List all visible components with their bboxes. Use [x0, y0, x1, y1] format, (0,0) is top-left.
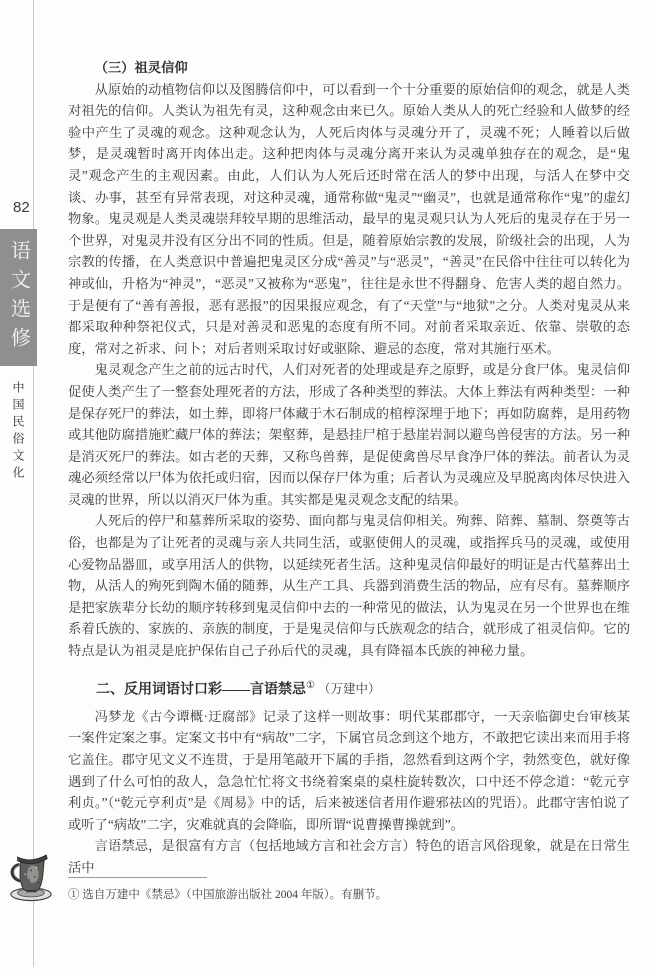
section-heading-language-taboo — [68, 675, 630, 701]
paragraph-feng-menglong-story: 冯梦龙《古今谭概·迂腐部》记录了这样一则故事：明代某郡郡守，一天亲临御史台审核某一案件定案之事。定案文书中有“病故”二字，下属官员念到这个地方，不敢把它读出来而用手将它盖住。郡守见文义不连贯，于是用笔敲开下属的手指，忽然看到这两个字，勃然变色，就好像遇到了什么可怕的敌人，急急忙忙将文书绕着案桌的桌柱旋转数次，口中还不停念道：“乾元亨利贞。”（“乾元亨利贞”是《周易》中的话，后来被迷信者用作避邪祛凶的咒语）。此郡守害怕说了或听了“病故”二字，灾难就真的会降临，即所谓“说曹操曹操就到”。 — [68, 708, 630, 832]
heading-main-text: 二、反用词语讨口彩——言语禁忌 — [96, 682, 306, 698]
footnote-text: ① 选自万建中《禁忌》（中国旅游出版社 2004 年版）。有删节。 — [68, 889, 388, 901]
pitcher-illustration — [7, 852, 53, 904]
book-title-vertical — [3, 381, 33, 483]
paragraph-tomb-customs: 人死后的停尸和墓葬所采取的姿势、面向都与鬼灵信仰相关。殉葬、陪葬、墓制、祭奠等古俗，也都是为了让死者的灵魂与亲人共同生活，或驱使佣人的灵魂，或指挥兵马的灵魂，或使用心爱物品器皿，或享用活人的供物，以延续死者生活。这种鬼灵信仰最好的明证是古代墓葬出土物，从活人的殉死到陶木俑的随葬，从生产工具、兵器到消费生活的物品，应有尽有。墓葬顺序是把家族辈分长幼的顺序转移到鬼灵信仰中去的一种常见的做法，认为鬼灵在另一个世界也在维系着氏族的、家族的、亲族的制度，于是鬼灵信仰与氏族观念的结合，就形成了祖灵信仰。它的特点是认为祖灵是庇护保佑自己子孙后代的灵魂，具有降福本氏族的神秘力量。 — [68, 513, 630, 659]
paragraph-dialect-taboo: 言语禁忌，是很富有方言（包括地域方言和社会方言）特色的语言风俗现象，就是在日常生活中 — [68, 838, 630, 876]
page-number: 82 — [13, 199, 30, 216]
footnote-ref-mark: ① — [306, 679, 315, 691]
section-heading-ancestor-spirit-belief: （三）祖灵信仰 — [94, 60, 188, 75]
series-title-vertical: 语文选修 — [7, 239, 30, 356]
paragraph-spirit-origin: 从原始的动植物信仰以及图腾信仰中，可以看到一个十分重要的原始信仰的观念，就是人类对祖先的信仰。人类认为祖先有灵，这种观念由来已久。原始人类从人的死亡经验和人做梦的经验中产生了灵魂的观念。这种观念认为，人死后肉体与灵魂分开了，灵魂不死；人睡着以后做梦，是灵魂暂时离开肉体出走。这种把肉体与灵魂分离开来认为灵魂单独存在的观念，是“鬼灵”观念产生的主观因素。由此，人们认为人死后还时常在活人的梦中出现，与活人在梦中交谈、办事，甚至有异常表现，对这种灵魂，通常称做“鬼灵”“幽灵”，也就是通常称作“鬼”的虚幻物象。鬼灵观是人类灵魂崇拜较早期的思维活动，最早的鬼灵观只认为人死后的鬼灵存在于另一个世界，对鬼灵并没有区分出不同的性质。但是，随着原始宗教的发展，阶级社会的出现，人为宗教的传播，在人类意识中普遍把鬼灵区分成“善灵”与“恶灵”，“善灵”在民俗中往往可以转化为神或仙，升格为“神灵”，“恶灵”又被称为“恶鬼”，往往是永世不得翻身、危害人类的超自然力。于是便有了“善有善报，恶有恶报”的因果报应观念，有了“天堂”与“地狱”之分。人类对鬼灵从来都采取种种祭祀仪式，只是对善灵和恶鬼的态度有所不同。对前者采取亲近、依靠、崇敬的态度，常对之祈求、问卜；对后者则采取讨好或驱除、避忌的态度，常对其施行巫术。 — [68, 81, 630, 356]
margin-divider-line — [33, 0, 34, 967]
paragraph-burial-methods: 鬼灵观念产生之前的远古时代，人们对死者的处理或是弃之原野，或是分食尸体。鬼灵信仰促使人类产生了一整套处理死者的方法，形成了各种类型的葬法。大体上葬法有两种类型：一种是保存死尸的葬法，如土葬，即将尸体藏于木石制成的棺椁深埋于地下；再如防腐葬，是用药物或其他防腐措施贮藏尸体的葬法；架壑葬，是悬挂尸棺于悬崖岩洞以避鸟兽侵害的方法。另一种是消灭死尸的葬法。如古老的天葬，又称鸟兽葬，是促使禽兽尽早食净尸体的葬法。前者认为灵魂必须经常以尸体为依托或归宿，因而以保存尸体为重；后者认为灵魂应及早脱离肉体尽快进入灵魂的世界，所以以消灭尸体为重。其实都是鬼灵观念支配的结果。 — [68, 362, 630, 507]
footnote-divider — [68, 877, 207, 878]
series-banner — [0, 229, 37, 366]
main-text-column — [68, 57, 630, 879]
heading-author: （万建中） — [317, 682, 381, 697]
book-title-text: 中国民俗文化 — [11, 381, 25, 483]
